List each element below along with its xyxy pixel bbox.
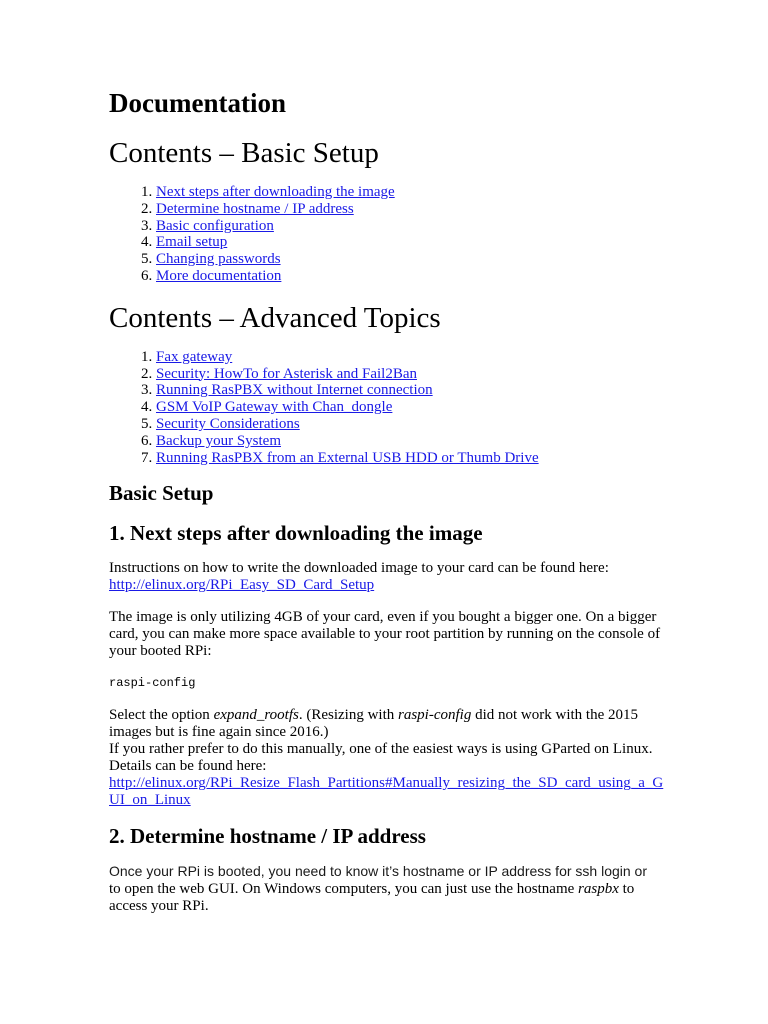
- contents-advanced-heading: Contents – Advanced Topics: [109, 301, 441, 334]
- list-item: [156, 366, 669, 383]
- section-1-heading: 1. Next steps after downloading the image: [109, 521, 483, 546]
- toc-link[interactable]: Email setup: [156, 234, 228, 251]
- paragraph-text: Select the option: [109, 707, 214, 724]
- emphasis-text: expand_rootfs: [213, 707, 299, 724]
- toc-link[interactable]: Running RasPBX without Internet connection: [156, 382, 433, 399]
- toc-link[interactable]: GSM VoIP Gateway with Chan_dongle: [156, 399, 393, 416]
- list-item: [156, 184, 669, 201]
- emphasis-text: raspbx: [578, 881, 619, 898]
- emphasis-text: raspi-config: [398, 707, 472, 724]
- toc-link[interactable]: More documentation: [156, 267, 282, 284]
- paragraph-text: to access your RPi.: [109, 881, 635, 915]
- paragraph-text: Once your RPi is booted, you need to know it’s hostname or IP address for ssh login or: [109, 863, 647, 880]
- list-item: [156, 416, 669, 433]
- section-1-paragraph-2: The image is only utilizing 4GB of your card, even if you bought a bigger one. On a bigger card, you can make more space available to your root partition by running on the console of your booted RPi:: [109, 609, 661, 660]
- paragraph-text: to open the web GUI. On Windows computers, you can just use the hostname: [109, 881, 579, 898]
- page-title: Documentation: [109, 88, 286, 118]
- list-item: [156, 234, 669, 251]
- list-item: [156, 450, 669, 467]
- list-item: [156, 433, 669, 450]
- contents-basic-heading: Contents – Basic Setup: [109, 137, 379, 169]
- section-1-paragraph-1: [109, 560, 669, 594]
- section-2-heading: 2. Determine hostname / IP address: [109, 824, 426, 849]
- code-snippet: raspi-config: [109, 676, 196, 691]
- basic-setup-heading: Basic Setup: [109, 481, 214, 506]
- toc-link[interactable]: Security Considerations: [156, 415, 300, 432]
- toc-link[interactable]: Determine hostname / IP address: [156, 200, 354, 217]
- toc-link[interactable]: Security: HowTo for Asterisk and Fail2Ban: [156, 365, 417, 382]
- section-2-paragraph-1: [109, 863, 669, 915]
- contents-advanced-list: [109, 349, 669, 467]
- list-item: [156, 268, 669, 285]
- contents-basic-list: [109, 184, 669, 285]
- toc-link[interactable]: Backup your System: [156, 432, 281, 449]
- list-item: [156, 349, 669, 366]
- toc-link[interactable]: Changing passwords: [156, 251, 281, 268]
- paragraph-text: did not work with the 2015 images but is fine again since 2016.): [109, 707, 638, 741]
- section-1-paragraph-4: [109, 741, 669, 809]
- list-item: [156, 382, 669, 399]
- toc-link[interactable]: Basic configuration: [156, 217, 274, 234]
- document-page: [109, 86, 669, 915]
- list-item: [156, 251, 669, 268]
- easy-sd-card-setup-link[interactable]: http://elinux.org/RPi_Easy_SD_Card_Setup: [109, 577, 375, 594]
- list-item: [156, 399, 669, 416]
- paragraph-text: If you rather prefer to do this manually, one of the easiest ways is using GParted on Linux. Details can be found here:: [109, 741, 653, 775]
- list-item: [156, 218, 669, 235]
- resize-partitions-link[interactable]: http://elinux.org/RPi_Resize_Flash_Partitions#Manually_resizing_the_SD_card_using_a_GUI_on_Linux: [109, 775, 664, 809]
- toc-link[interactable]: Fax gateway: [156, 348, 233, 365]
- toc-link[interactable]: Next steps after downloading the image: [156, 184, 395, 200]
- toc-link[interactable]: Running RasPBX from an External USB HDD or Thumb Drive: [156, 449, 539, 466]
- section-1-paragraph-3: [109, 707, 669, 741]
- list-item: [156, 201, 669, 218]
- paragraph-text: Instructions on how to write the downloaded image to your card can be found here:: [109, 560, 609, 577]
- paragraph-text: . (Resizing with: [298, 707, 398, 724]
